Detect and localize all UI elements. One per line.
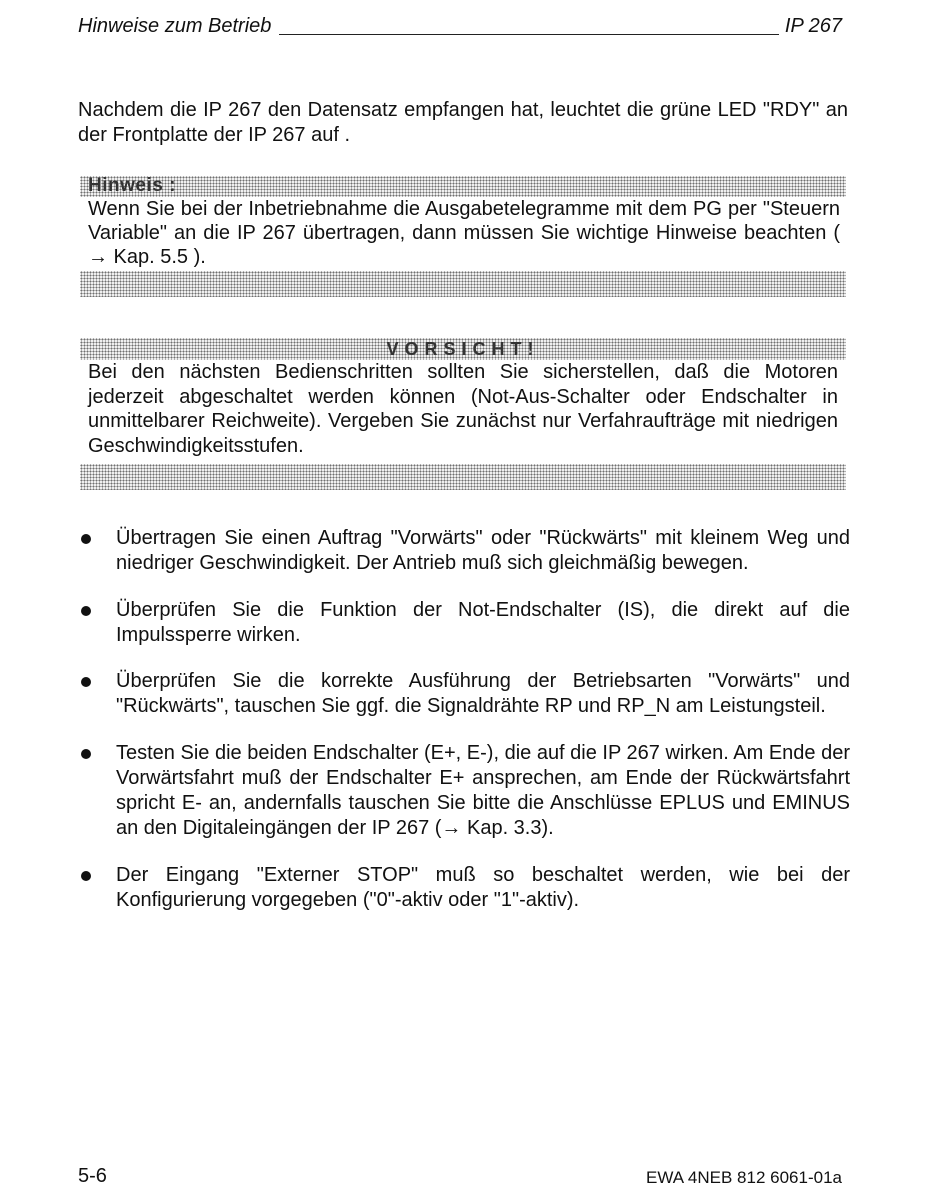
list-item: [78, 863, 850, 913]
caution-header-bar: [80, 338, 846, 360]
note-box: [80, 176, 846, 297]
list-item-text: Der Eingang "Externer STOP" muß so beschaltet werden, wie bei der Konfigurierung vorgegeben ("0"-aktiv oder "1"-aktiv).: [116, 864, 850, 911]
document-id: EWA 4NEB 812 6061-01a: [646, 1168, 842, 1187]
note-title: Hinweis :: [88, 175, 176, 196]
bullet-icon: [81, 677, 91, 687]
procedure-list: [78, 526, 850, 913]
caution-box: [80, 338, 846, 490]
bullet-icon: [81, 606, 91, 616]
list-item-text: Übertragen Sie einen Auftrag "Vorwärts" oder "Rückwärts" mit kleinem Weg und niedriger Geschwindigkeit. Der Antrieb muß sich gleichmäßig bewegen.: [116, 527, 850, 574]
intro-paragraph: Nachdem die IP 267 den Datensatz empfangen hat, leuchtet die grüne LED "RDY" an der Frontplatte der IP 267 auf .: [78, 99, 848, 146]
caution-title: VORSICHT!: [386, 339, 540, 359]
header-rule: [279, 34, 778, 35]
list-item: [78, 741, 850, 841]
caution-bottom-bar: [80, 464, 846, 490]
bullet-icon: [81, 871, 91, 881]
header-product: IP 267: [784, 15, 842, 37]
bullet-icon: [81, 534, 91, 544]
page-number: 5-6: [78, 1165, 107, 1187]
list-item: [78, 598, 850, 648]
note-header-bar: [80, 176, 846, 197]
list-item: [78, 526, 850, 576]
list-item-text: Überprüfen Sie die Funktion der Not-Endschalter (IS), die direkt auf die Impulssperre wirken.: [116, 599, 850, 646]
note-text: Wenn Sie bei der Inbetriebnahme die Ausgabetelegramme mit dem PG per "Steuern Variable" an die IP 267 übertragen, dann müssen Sie wichtige Hinweise beachten ( → Kap. 5.5 ).: [88, 198, 840, 268]
header-section-title: Hinweise zum Betrieb: [78, 15, 272, 37]
list-item: [78, 669, 850, 719]
caution-text: Bei den nächsten Bedienschritten sollten Sie sicherstellen, daß die Motoren jederzeit abgeschaltet werden können (Not-Aus-Schalter oder Endschalter in unmittelbarer Reichweite). Vergeben Sie zunächst nur Verfahraufträge mit niedrigen Geschwindigkeitsstufen.: [88, 361, 838, 457]
list-item-text: Testen Sie die beiden Endschalter (E+, E-), die auf die IP 267 wirken. Am Ende der Vorwärtsfahrt muß der Endschalter E+ ansprechen, am Ende der Rückwärtsfahrt spricht E- an, andernfalls tauschen Sie bitte die Anschlüsse EPLUS und EMINUS an den Digitaleingängen der IP 267 (→ Kap. 3.3).: [116, 742, 850, 839]
running-header: [78, 12, 842, 38]
list-item-text: Überprüfen Sie die korrekte Ausführung der Betriebsarten "Vorwärts" und "Rückwärts", tauschen Sie ggf. die Signaldrähte RP und RP_N am Leistungsteil.: [116, 670, 850, 717]
bullet-icon: [81, 749, 91, 759]
note-bottom-bar: [80, 271, 846, 297]
